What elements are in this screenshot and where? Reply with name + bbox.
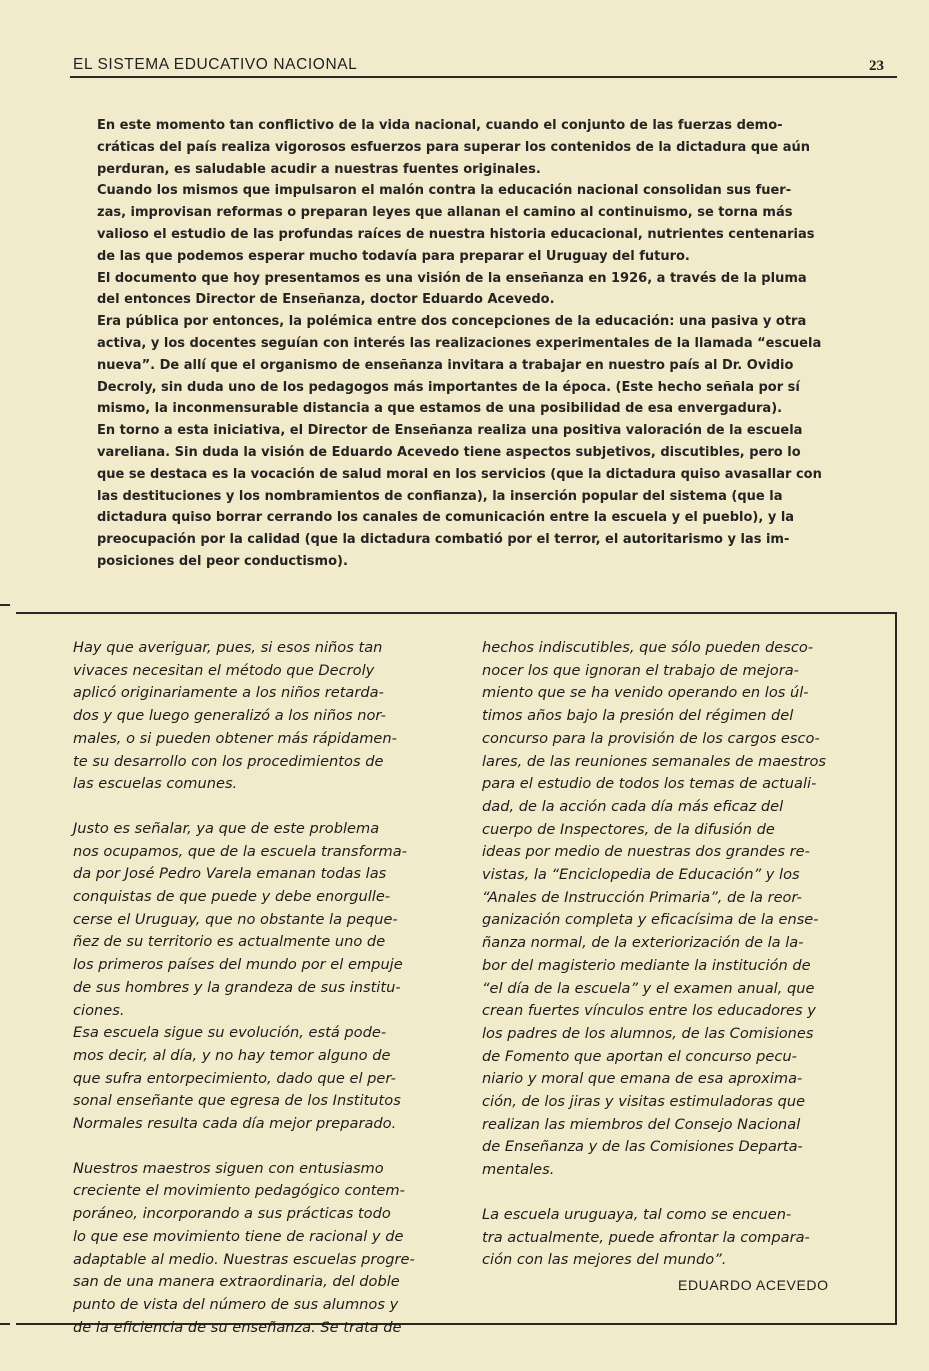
- intro-paragraph: En este momento tan conflictivo de la vida nacional, cuando el conjunto de las fuerzas demo- cráticas del país realiza vigorosos esfuerzos para superar los contenidos de la dictadura que aún perduran, es saludable acudir a nuestras fuentes originales.: [97, 118, 811, 177]
- running-header: EL SISTEMA EDUCATIVO NACIONAL: [73, 56, 358, 73]
- quote-box-top-rule: [16, 612, 896, 614]
- quote-paragraph: hechos indiscutibles, que sólo pueden desco- nocer los que ignoran el trabajo de mejora- miento que se ha venido operando en los úl- timos años bajo la presión del régimen del concurso para la provisión de los cargos esco- lares, de las reuniones semanales de maestros para el estudio de todos los temas de actuali- dad, de la acción cada día más eficaz del cuerpo de Inspectores, de la difusión de ideas por medio de nuestras dos grandes re- vistas, la “Enciclopedia de Educación” y los “Anales de Instrucción Primaria”, de la reor- ganización completa y eficacísima de la ense- ñanza normal, de la exteriorización de la la- bor del magisterio mediante la institución de “el día de la escuela” y el examen anual, que crean fuertes vínculos entre los educadores y los padres de los alumnos, de las Comisiones de Fomento que aportan el concurso pecu- niario y moral que emana de esa aproxima- ción, de los jiras y visitas estimuladoras que realizan las miembros del Consejo Nacional de Enseñanza y de las Comisiones Departa- mentales.: [482, 639, 826, 1179]
- quote-paragraph: Nuestros maestros siguen con entusiasmo creciente el movimiento pedagógico contem- poráneo, incorporando a sus prácticas todo lo que ese movimiento tiene de racional y de adaptable al medio. Nuestras escuelas progre- san de una manera extraordinaria, del doble punto de vista del número de sus alumnos y de la eficiencia de su enseñanza. Se trata de: [73, 1159, 415, 1336]
- quote-paragraph: Esa escuela sigue su evolución, está pode- mos decir, al día, y no hay temor alguno de que sufra entorpecimiento, dado que el per- sonal enseñante que egresa de los Institutos Normales resulta cada día mejor preparado.: [73, 1024, 401, 1133]
- intro-text: [97, 115, 842, 573]
- intro-paragraph: Era pública por entonces, la polémica entre dos concepciones de la educación: una pasiva y otra activa, y los docentes seguían con interés las realizaciones experimentales de la llamada “escuela nueva”. De allí que el organismo de enseñanza invitara a trabajar en nuestro país al Dr. Ovidio Decroly, sin duda uno de los pedagogos más importantes de la época. (Este hecho señala por sí mismo, la inconmensurable distancia a que estamos de una posibilidad de esa envergadura).: [97, 314, 822, 417]
- quote-paragraph: Justo es señalar, ya que de este problema nos ocupamos, que de la escuela transforma- da por José Pedro Varela emanan todas las conquistas de que puede y debe enorgulle- cerse el Uruguay, que no obstante la peque- ñez de su territorio es actualmente uno de los primeros países del mundo por el empuje de sus hombres y la grandeza de sus institu- ciones.: [73, 819, 407, 1019]
- quote-paragraph: La escuela uruguaya, tal como se encuen- tra actualmente, puede afrontar la compara- ción con las mejores del mundo”.: [482, 1205, 810, 1269]
- quote-left-column: [73, 637, 448, 1339]
- quote-box-right-rule: [895, 612, 897, 1324]
- header-rule: [70, 76, 897, 78]
- intro-paragraph: En torno a esta iniciativa, el Director de Enseñanza realiza una positiva valoración de la escuela vareliana. Sin duda la visión de Eduardo Acevedo tiene aspectos subjetivos, discutibles, pero lo que se destaca es la vocación de salud moral en los servicios (que la dictadura quiso avasallar con las destituciones y los nombramientos de confianza), la inserción popular del sistema (que la dictadura quiso borrar cerrando los canales de comunicación entre la escuela y el pueblo), y la preocupación por la calidad (que la dictadura combatió por el terror, el autoritarismo y las im- posiciones del peor conductismo).: [97, 423, 822, 569]
- quote-right-column: [482, 637, 854, 1272]
- author-signature: EDUARDO ACEVEDO: [678, 1277, 829, 1293]
- quote-paragraph: Hay que averiguar, pues, si esos niños tan vivaces necesitan el método que Decroly aplicó originariamente a los niños retarda- dos y que luego generalizó a los niños nor- males, o si pueden obtener más rápidamen- te su desarrollo con los procedimientos de las escuelas comunes.: [73, 639, 397, 793]
- margin-mark: [0, 1323, 10, 1325]
- intro-paragraph: El documento que hoy presentamos es una visión de la enseñanza en 1926, a través de la pluma del entonces Director de Enseñanza, doctor Eduardo Acevedo.: [97, 270, 807, 308]
- margin-mark: [0, 604, 10, 606]
- page-number: 23: [869, 58, 884, 74]
- intro-paragraph: Cuando los mismos que impulsaron el malón contra la educación nacional consolidan sus fuer- zas, improvisan reformas o preparan leyes que allanan el camino al continuismo, se torna más valioso el estudio de las profundas raíces de nuestra historia educacional, nutrientes centenarias de las que podemos esperar mucho todavía para preparar el Uruguay del futuro.: [97, 183, 815, 264]
